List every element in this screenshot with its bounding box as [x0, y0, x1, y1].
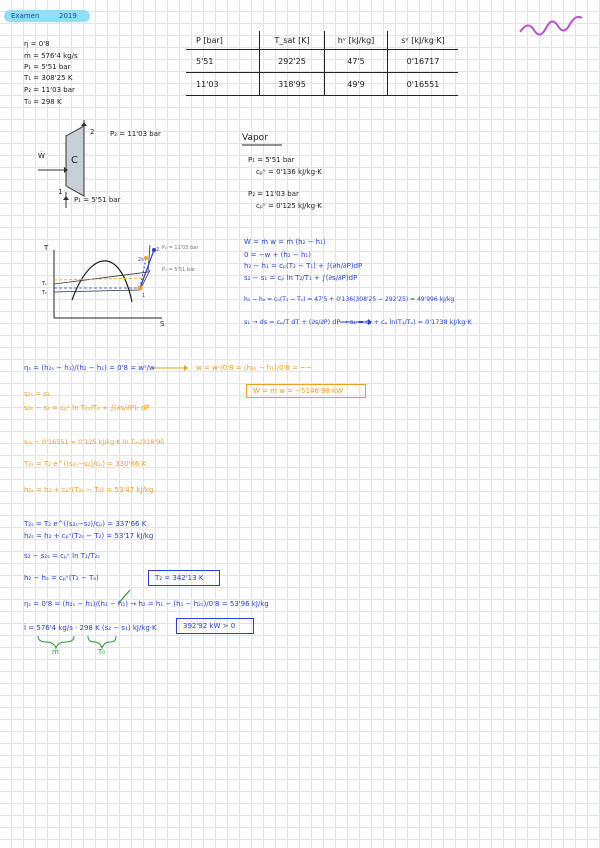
- scribble-doodle: [520, 17, 582, 35]
- given-eta: η = 0'8: [24, 40, 50, 48]
- blue-eq: Ẇ = ṁ w = ṁ (h₂ − h₁): [244, 238, 326, 246]
- table-header-cell: P [bar]: [186, 31, 260, 50]
- given-t1: T₁ = 308'25 K: [24, 74, 73, 82]
- table-header-cell: sᵛ [kJ/kg·K]: [388, 31, 459, 50]
- inlet-port-label: 1: [58, 188, 63, 196]
- table-cell: 11'03: [186, 73, 260, 96]
- final-eq: s₂ − s₂ₛ = cₚᵛ ln T₂/T₂ₛ: [24, 552, 100, 560]
- idot-result: 392'92 kW > 0: [183, 622, 236, 630]
- blue-eq: 0 = −w + (h₂ − h₁): [244, 251, 311, 259]
- orange-eq: s₂ₛ − 0'16551 = 0'125 kJ/kg·K ln T₂ₛ/318'95: [24, 438, 165, 446]
- orange-eq: T₂ₛ = T₂ e^((s₂ₛ−s₂)/cₚ) = 330'66 K: [24, 460, 147, 468]
- outlet-pressure: P₂ = 11'03 bar: [110, 130, 161, 138]
- final-eq: T₂ₛ = T₂ e^((s₂ₛ−s₂)/cₚ) = 337'66 K: [24, 520, 147, 528]
- table-cell: 0'16551: [388, 73, 459, 96]
- final-eq: h₂ₛ = h₂ + cₚᵛ(T₂ₛ − T₂) = 53'17 kJ/kg: [24, 532, 154, 540]
- vapor-p2: P₂ = 11'03 bar: [248, 190, 299, 198]
- t2-result-box: [148, 570, 220, 586]
- saturation-dome: [72, 261, 132, 302]
- table-header-cell: hᵛ [kJ/kg]: [325, 31, 388, 50]
- inlet-pressure: P₁ = 5'51 bar: [74, 196, 121, 204]
- work-label: Ẇ: [38, 152, 45, 160]
- vapor-p1: P₁ = 5'51 bar: [248, 156, 295, 164]
- idot-result-box: [176, 618, 254, 634]
- underbrace-mdot-label: ṁ: [52, 648, 59, 656]
- blue-eq: h₂ − h₁ = cₚ(T₂ − T₁) + ∫(∂h/∂P)dP: [244, 262, 363, 270]
- ts-iso-p2: P₂ = 11'03 bar: [162, 245, 199, 251]
- orange-eq: s₂ₛ = s₁: [24, 390, 50, 398]
- work-result-box: [246, 384, 366, 398]
- efficiency-eq: ηₛ = (h₂ₛ − h₁)/(h₂ − h₁) = 0'8 = wˢ/w: [24, 364, 155, 372]
- vapor-cp2: cₚᵛ = 0'125 kJ/kg·K: [256, 202, 322, 210]
- exam-year: 2019: [59, 12, 77, 20]
- ts-point-2: 2: [156, 247, 160, 253]
- table-cell: 292'25: [260, 50, 325, 73]
- outlet-port-label: 2: [90, 128, 95, 136]
- orange-eq: s₂ₛ − s₂ = cₚᵛ ln T₂ₛ/T₂ + ∫(∂s/∂P)ₜ dP: [24, 404, 150, 412]
- table-cell: 0'16717: [388, 50, 459, 73]
- given-p1: P₁ = 5'51 bar: [24, 63, 71, 71]
- compressor-letter: C: [71, 155, 78, 166]
- state-point: [144, 256, 148, 260]
- table-cell: 47'5: [325, 50, 388, 73]
- t2-result: T₂ = 342'13 K: [155, 574, 204, 582]
- vapor-title: Vapor: [242, 133, 268, 143]
- orange-eq: h₂ₛ = h₂ + cₚᵛ(T₂ₛ − T₂) = 53'47 kJ/kg: [24, 486, 154, 494]
- table-header-cell: T_sat [K]: [260, 31, 325, 50]
- ts-dashed-line: [54, 278, 150, 280]
- table-cell: 5'51: [186, 50, 260, 73]
- state-point: [138, 286, 143, 291]
- ts-left-t1: T₁: [42, 290, 48, 296]
- given-t0: T₀ = 298 K: [24, 98, 62, 106]
- blue-eq: s₁ → ds = cₚ/T dT + (∂s/∂P) dP → s₁ = sₐ + cₚ ln(T₁/Tₛ) = 0'1738 kJ/kg·K: [244, 318, 472, 326]
- final-eq: h₂ − hₐ = cₚᵛ(T₂ − Tₐ): [24, 574, 99, 582]
- work-eq: w = wˢ/0'8 = (h₂ₛ − h₁)/0'8 = ~~: [196, 364, 312, 372]
- ts-left-ts: Tₛ: [42, 281, 47, 287]
- blue-eq: h₁ − hₐ = cₚ(T₁ − Tₛ) = 47'5 + 0'136(308'25 − 292'25) = 49'996 kJ/kg: [244, 296, 455, 303]
- ts-iso-p1: P₁ = 5'51 bar: [162, 267, 196, 273]
- exam-title: Examen: [11, 12, 40, 20]
- given-mdot: ṁ = 576'4 kg/s: [24, 52, 78, 60]
- ts-x-label: S: [160, 320, 165, 328]
- underbrace-t0-label: T₀: [98, 648, 106, 656]
- work-result: Ẇ = ṁ w = −5146'98 kW: [253, 387, 344, 395]
- vapor-cp1: cₚᵛ = 0'136 kJ/kg·K: [256, 168, 322, 176]
- final-eq: ηₛ = 0'8 = (h₂ₛ − h₁)/(h₂ − h₁) → h₂ = h₁ − (h₁ − h₂ₛ)/0'8 = 53'96 kJ/kg: [24, 600, 269, 608]
- underbrace-mdot: [38, 636, 74, 648]
- final-eq: İ = 576'4 kg/s · 298 K (s₂ − s₁) kJ/kg·K: [24, 624, 157, 632]
- underbrace-t0: [88, 636, 116, 648]
- blue-eq: s₂ − s₁ = cₚ ln T₂/T₁ + ∫(∂s/∂P)dP: [244, 274, 358, 282]
- table-cell: 49'9: [325, 73, 388, 96]
- ts-point-1: 1: [142, 293, 146, 299]
- given-p2: P₂ = 11'03 bar: [24, 86, 75, 94]
- table-cell: 318'95: [260, 73, 325, 96]
- ts-point-2s: 2s: [138, 257, 144, 263]
- ts-y-label: T: [44, 244, 49, 252]
